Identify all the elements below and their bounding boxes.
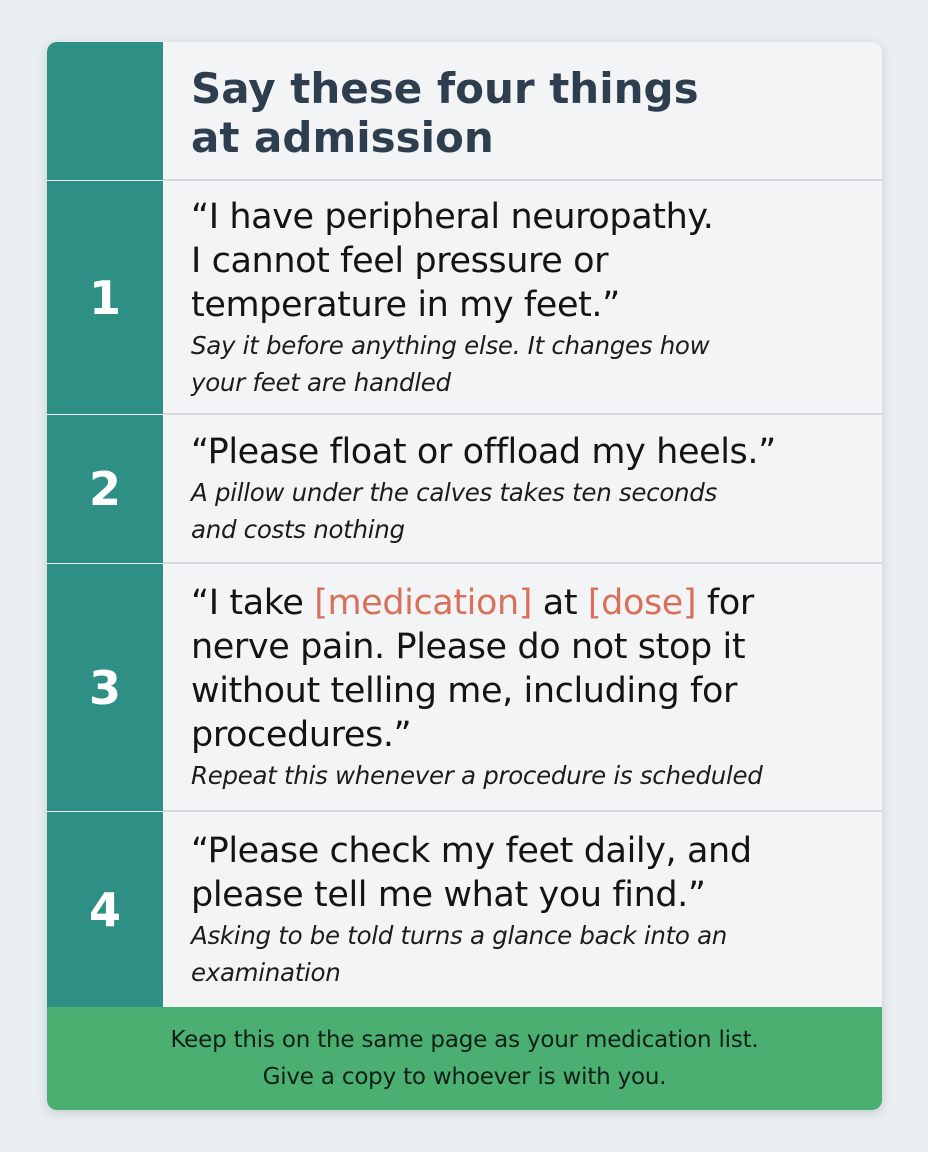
item-number-4: 4 [47,812,163,1007]
header-content [163,42,882,180]
item-note-line: your feet are handled [191,367,451,397]
quote-text: “I take [191,583,315,623]
page-title-line-2: at admission [191,113,494,162]
footer-line-1: Keep this on the same page as your medication list. [170,1026,759,1053]
dose-placeholder: [dose] [587,583,697,623]
item-number-2: 2 [47,415,163,563]
item-note-line: and costs nothing [191,515,405,544]
header-row [47,42,882,180]
item-row-3 [47,564,882,811]
item-row-2 [47,415,882,563]
item-quote-line [191,581,864,625]
item-row-4 [47,812,882,1007]
item-quote-line: “Please check my feet daily, and [191,830,752,871]
footer-line-2: Give a copy to whoever is with you. [262,1063,667,1090]
page-title-line-1: Say these four things [191,64,699,113]
item-quote-line: without telling me, including for [191,671,737,711]
item-quote-line: procedures.” [191,715,412,755]
item-quote-line: “I have peripheral neuropathy. [191,196,714,237]
item-note-line: Repeat this whenever a procedure is scheduled [191,761,763,790]
quote-text: at [532,583,588,623]
item-note-line: Say it before anything else. It changes how [191,330,710,360]
item-row-1 [47,181,882,414]
admission-card [47,42,882,1110]
item-number-1: 1 [47,181,163,414]
item-content-2 [163,415,882,563]
item-quote-line: temperature in my feet.” [191,284,620,325]
item-number-3: 3 [47,564,163,811]
quote-text: for [696,583,754,623]
item-content-3 [163,564,882,811]
item-note-line: A pillow under the calves takes ten seconds [191,478,717,507]
item-note-line: examination [191,957,341,987]
footer-band [47,1007,882,1110]
item-quote-line: please tell me what you find.” [191,874,706,915]
item-quote-line: nerve pain. Please do not stop it [191,627,746,667]
medication-placeholder: [medication] [314,583,533,623]
item-content-4 [163,812,882,1007]
item-content-1 [163,181,882,414]
header-number-cell [47,42,163,180]
item-note-line: Asking to be told turns a glance back into an [191,920,728,950]
item-quote-line: I cannot feel pressure or [191,240,609,281]
item-quote-line: “Please float or offload my heels.” [191,432,776,472]
